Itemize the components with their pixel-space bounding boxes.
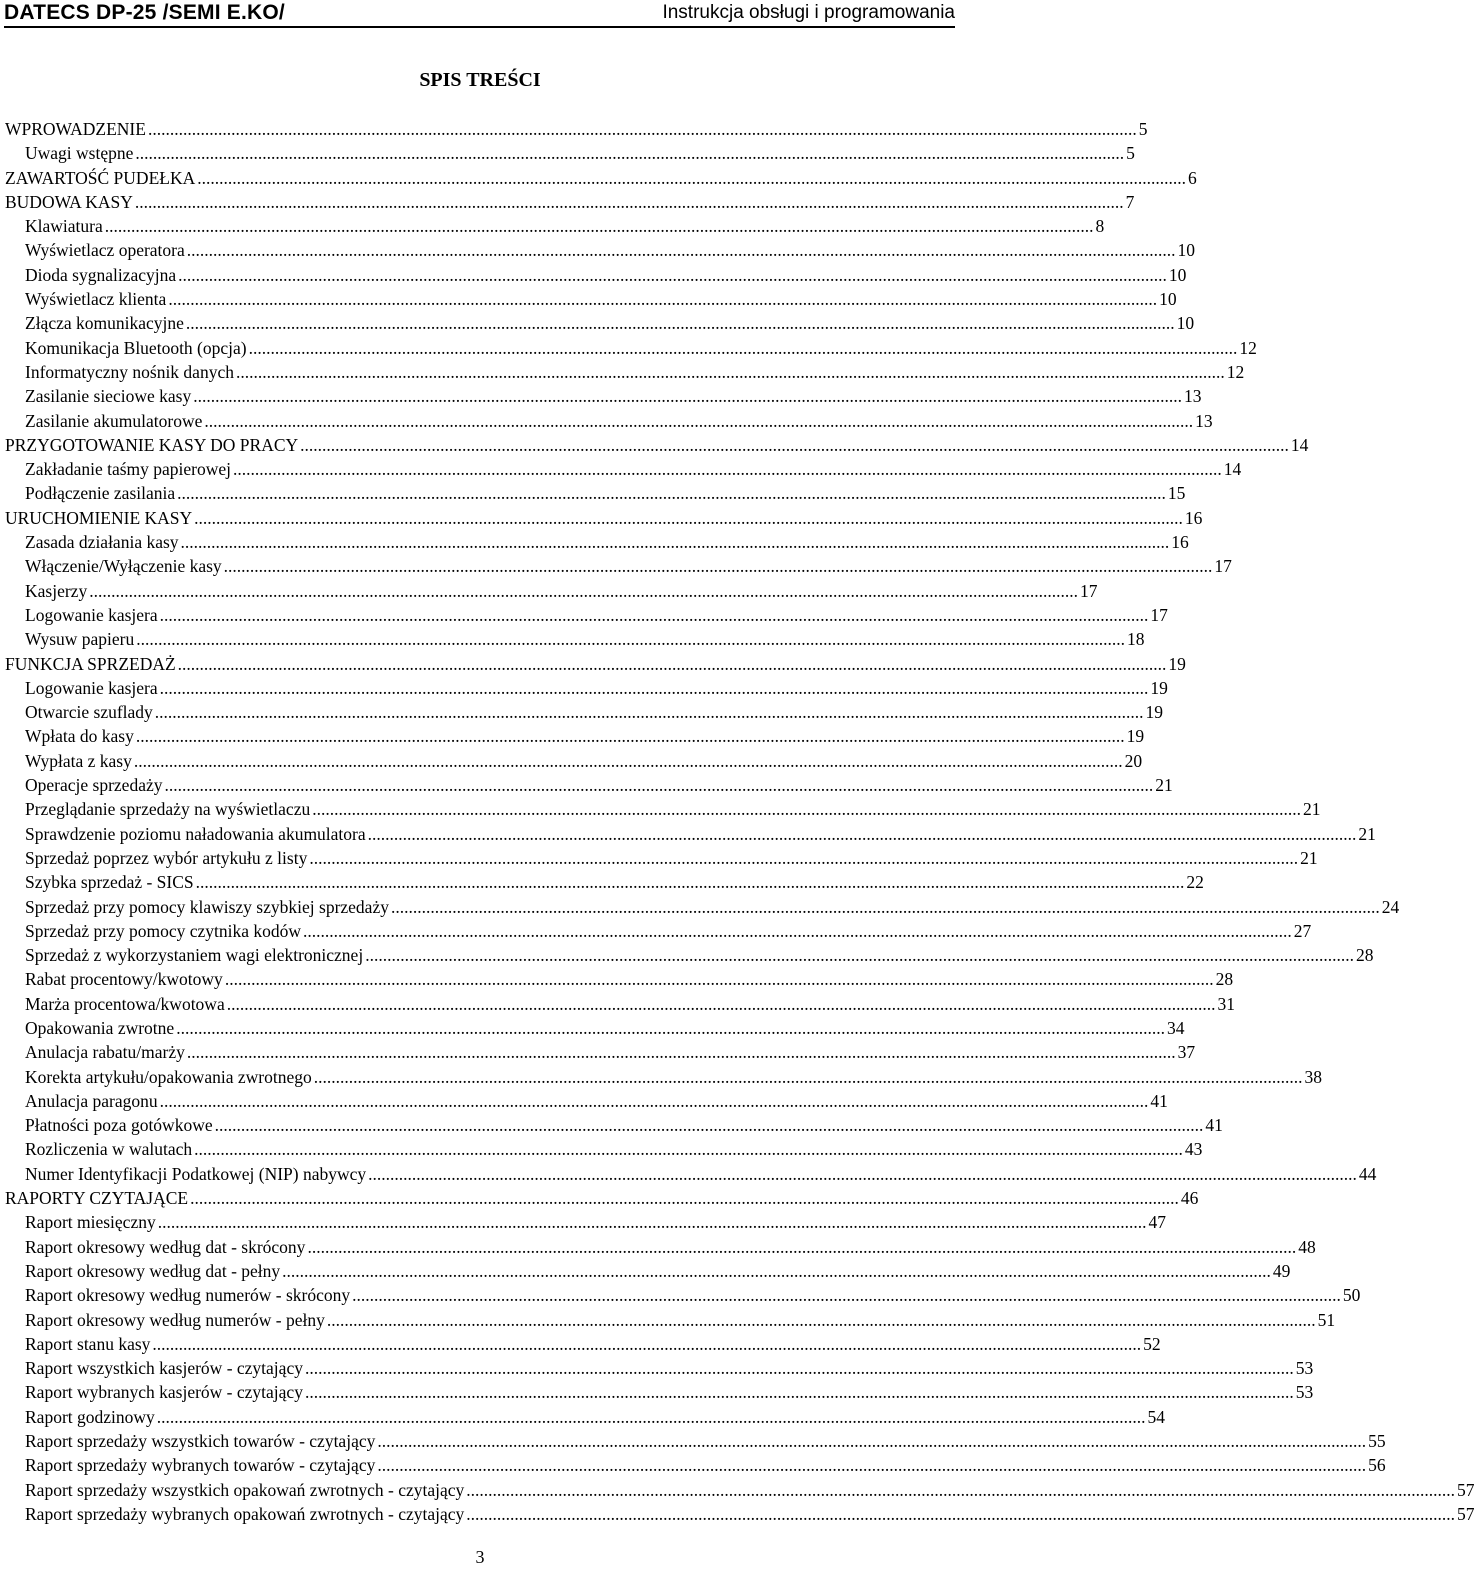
toc-entry-page: 14	[1290, 434, 1309, 455]
toc-entry-title: BUDOWA KASY	[5, 191, 133, 212]
toc-entry-title: Anulacja paragonu	[25, 1090, 158, 1111]
toc-entry-page: 10	[1176, 313, 1195, 334]
toc-dot-leader: ..................................................................................................................................................................................................................................	[197, 167, 1186, 188]
toc-dot-leader: ..................................................................................................................................................................................................................................	[248, 337, 1238, 358]
toc-entry-page: 16	[1184, 507, 1203, 528]
toc-entry[interactable]	[5, 263, 1187, 287]
toc-entry[interactable]	[5, 1429, 1386, 1453]
toc-entry-title: URUCHOMIENIE KASY	[5, 507, 193, 528]
toc-entry-page: 31	[1217, 993, 1235, 1014]
toc-entry[interactable]	[5, 384, 1202, 408]
toc-entry-title: WPROWADZENIE	[5, 119, 146, 139]
toc-entry-title: Raport sprzedaży wybranych towarów - czytający	[25, 1455, 376, 1476]
toc-entry[interactable]	[5, 1332, 1161, 1356]
toc-entry-title: Korekta artykułu/opakowania zwrotnego	[25, 1066, 312, 1087]
toc-entry[interactable]	[5, 1210, 1166, 1234]
toc-entry[interactable]	[5, 846, 1318, 870]
toc-entry-title: Numer Identyfikacji Podatkowej (NIP) nabywcy	[25, 1163, 367, 1184]
toc-dot-leader: ..................................................................................................................................................................................................................................	[157, 1212, 1147, 1233]
toc-dot-leader: ..................................................................................................................................................................................................................................	[147, 119, 1137, 139]
toc-entry[interactable]	[5, 724, 1145, 748]
toc-entry-page: 5	[1126, 143, 1135, 164]
toc-entry-page: 24	[1381, 896, 1400, 917]
toc-entry[interactable]	[5, 870, 1204, 894]
toc-entry[interactable]	[5, 919, 1312, 943]
toc-entry[interactable]	[5, 700, 1164, 724]
toc-entry-page: 37	[1177, 1042, 1196, 1063]
toc-entry-title: Sprzedaż z wykorzystaniem wagi elektronicznej	[25, 945, 364, 966]
toc-entry[interactable]	[5, 311, 1195, 335]
toc-dot-leader: ..................................................................................................................................................................................................................................	[304, 1382, 1294, 1403]
toc-entry[interactable]	[5, 481, 1186, 505]
toc-entry[interactable]	[5, 1065, 1322, 1089]
toc-dot-leader: ..................................................................................................................................................................................................................................	[390, 896, 1380, 917]
toc-entry-title: Rabat procentowy/kwotowy	[25, 969, 223, 990]
page-header	[4, 0, 955, 28]
toc-entry-title: Operacje sprzedaży	[25, 775, 163, 796]
toc-entry-page: 6	[1187, 167, 1197, 188]
toc-entry[interactable]	[5, 336, 1257, 360]
toc-entry-page: 14	[1223, 459, 1242, 480]
toc-entry[interactable]	[5, 117, 1148, 141]
toc-entry[interactable]	[5, 1186, 1199, 1210]
toc-entry-title: Raport sprzedaży wszystkich opakowań zwrotnych - czytający	[25, 1479, 465, 1500]
toc-entry-title: Marża procentowa/kwotowa	[25, 993, 225, 1014]
toc-entry[interactable]	[5, 1405, 1166, 1429]
toc-entry[interactable]	[5, 1162, 1377, 1186]
toc-dot-leader: ..................................................................................................................................................................................................................................	[214, 1115, 1204, 1136]
toc-entry-title: Kasjerzy	[25, 580, 88, 601]
toc-entry-page: 53	[1295, 1382, 1314, 1403]
toc-entry-page: 21	[1302, 799, 1321, 820]
toc-dot-leader: ..................................................................................................................................................................................................................................	[194, 507, 1183, 528]
toc-entry-page: 41	[1205, 1115, 1223, 1136]
toc-entry-title: Logowanie kasjera	[25, 677, 158, 698]
toc-dot-leader: ..................................................................................................................................................................................................................................	[233, 459, 1222, 480]
toc-entry-title: Raport godzinowy	[25, 1406, 155, 1427]
toc-dot-leader: ..................................................................................................................................................................................................................................	[176, 1017, 1165, 1038]
toc-dot-leader: ..................................................................................................................................................................................................................................	[282, 1260, 1271, 1281]
toc-entry-title: Dioda sygnalizacyjna	[25, 264, 177, 285]
toc-entry-title: Sprawdzenie poziomu naładowania akumulatora	[25, 823, 366, 844]
toc-entry[interactable]	[5, 822, 1376, 846]
toc-dot-leader: ..................................................................................................................................................................................................................................	[326, 1309, 1316, 1330]
toc-entry-title: Zasada działania kasy	[25, 532, 179, 553]
toc-dot-leader: ..................................................................................................................................................................................................................................	[177, 483, 1166, 504]
toc-entry-title: Raport okresowy według numerów - pełny	[25, 1309, 325, 1330]
toc-entry-page: 12	[1226, 361, 1245, 382]
toc-entry-page: 53	[1295, 1358, 1314, 1379]
toc-entry[interactable]	[5, 1380, 1314, 1404]
toc-entry-page: 10	[1177, 240, 1196, 261]
toc-entry-page: 12	[1239, 337, 1257, 358]
toc-entry-page: 19	[1150, 677, 1168, 698]
toc-dot-leader: ..................................................................................................................................................................................................................................	[466, 1479, 1456, 1500]
toc-dot-leader: ..................................................................................................................................................................................................................................	[159, 604, 1149, 625]
toc-dot-leader: ..................................................................................................................................................................................................................................	[307, 1236, 1297, 1257]
toc-entry-title: Raport wybranych kasjerów - czytający	[25, 1382, 303, 1403]
toc-entry-page: 21	[1300, 847, 1318, 868]
toc-entry-title: Raport wszystkich kasjerów - czytający	[25, 1358, 303, 1379]
toc-entry[interactable]	[5, 1040, 1196, 1064]
toc-entry[interactable]	[5, 141, 1135, 165]
toc-entry-title: Płatności poza gotówkowe	[25, 1115, 213, 1136]
toc-entry-title: Wyświetlacz operatora	[25, 240, 185, 261]
toc-entry[interactable]	[5, 360, 1245, 384]
toc-entry-title: Raport miesięczny	[25, 1212, 156, 1233]
toc-dot-leader: ..................................................................................................................................................................................................................................	[466, 1503, 1456, 1524]
toc-entry[interactable]	[5, 1235, 1316, 1259]
toc-entry-page: 50	[1342, 1285, 1361, 1306]
toc-entry-title: Szybka sprzedaż - SICS	[25, 872, 194, 893]
toc-dot-leader: ..................................................................................................................................................................................................................................	[135, 726, 1125, 747]
toc-entry-page: 17	[1150, 604, 1168, 625]
toc-entry-page: 56	[1368, 1455, 1386, 1476]
toc-dot-leader: ..................................................................................................................................................................................................................................	[312, 799, 1301, 820]
toc-entry-title: Wysuw papieru	[25, 629, 135, 650]
toc-entry-title: Komunikacja Bluetooth (opcja)	[25, 337, 247, 358]
toc-dot-leader: ..................................................................................................................................................................................................................................	[235, 361, 1225, 382]
toc-entry[interactable]	[5, 1283, 1361, 1307]
toc-dot-leader: ..................................................................................................................................................................................................................................	[177, 653, 1167, 674]
toc-dot-leader: ..................................................................................................................................................................................................................................	[368, 1163, 1357, 1184]
toc-entry-page: 47	[1148, 1212, 1166, 1233]
toc-dot-leader: ..................................................................................................................................................................................................................................	[156, 1406, 1146, 1427]
toc-entry-title: Zasilanie akumulatorowe	[25, 410, 203, 431]
toc-entry-page: 17	[1214, 556, 1232, 577]
toc-entry-page: 15	[1167, 483, 1186, 504]
toc-entry[interactable]	[5, 895, 1400, 919]
toc-entry-title: Raport sprzedaży wszystkich towarów - czytający	[25, 1431, 376, 1452]
toc-dot-leader: ..................................................................................................................................................................................................................................	[178, 264, 1167, 285]
toc-dot-leader: ..................................................................................................................................................................................................................................	[152, 1333, 1142, 1354]
brand-title: DATECS DP-25 /SEMI E.KO/	[4, 1, 285, 24]
toc-dot-leader: ..................................................................................................................................................................................................................................	[193, 386, 1182, 407]
toc-entry-title: Złącza komunikacyjne	[25, 313, 184, 334]
toc-entry-page: 49	[1272, 1260, 1291, 1281]
toc-entry[interactable]	[5, 530, 1189, 554]
toc-dot-leader: ..................................................................................................................................................................................................................................	[194, 1139, 1183, 1160]
toc-entry[interactable]	[5, 1089, 1168, 1113]
toc-entry-page: 22	[1186, 872, 1204, 893]
toc-dot-leader: ..................................................................................................................................................................................................................................	[352, 1285, 1341, 1306]
toc-entry[interactable]	[5, 1453, 1386, 1477]
toc-entry-page: 20	[1124, 750, 1143, 771]
toc-entry-title: Raport okresowy według dat - pełny	[25, 1260, 281, 1281]
toc-entry[interactable]	[5, 773, 1173, 797]
toc-dot-leader: ..................................................................................................................................................................................................................................	[223, 556, 1213, 577]
toc-entry-title: Raport okresowy według dat - skrócony	[25, 1236, 306, 1257]
toc-dot-leader: ..................................................................................................................................................................................................................................	[159, 1090, 1149, 1111]
toc-dot-leader: ..................................................................................................................................................................................................................................	[133, 750, 1123, 771]
toc-entry-page: 19	[1168, 653, 1186, 674]
toc-entry-page: 8	[1095, 216, 1105, 237]
toc-entry-page: 27	[1293, 920, 1312, 941]
toc-dot-leader: ..................................................................................................................................................................................................................................	[154, 702, 1144, 723]
toc-dot-leader: ..................................................................................................................................................................................................................................	[186, 1042, 1176, 1063]
toc-dot-leader: ..................................................................................................................................................................................................................................	[224, 969, 1214, 990]
toc-entry-page: 10	[1159, 289, 1177, 310]
toc-entry-page: 41	[1150, 1090, 1168, 1111]
toc-entry[interactable]	[5, 190, 1135, 214]
toc-entry[interactable]	[5, 579, 1098, 603]
toc-entry[interactable]	[5, 166, 1197, 190]
toc-entry[interactable]	[5, 652, 1186, 676]
toc-dot-leader: ..................................................................................................................................................................................................................................	[365, 945, 1354, 966]
toc-entry[interactable]	[5, 554, 1232, 578]
toc-entry-title: Sprzedaż poprzez wybór artykułu z listy	[25, 847, 308, 868]
toc-dot-leader: ..................................................................................................................................................................................................................................	[104, 216, 1094, 237]
toc-entry-page: 38	[1304, 1066, 1322, 1087]
toc-dot-leader: ..................................................................................................................................................................................................................................	[204, 410, 1194, 431]
toc-entry-page: 19	[1126, 726, 1145, 747]
toc-entry[interactable]	[5, 287, 1177, 311]
toc-entry[interactable]	[5, 1502, 1475, 1526]
toc-entry-page: 10	[1168, 264, 1187, 285]
toc-entry[interactable]	[5, 409, 1213, 433]
toc-entry[interactable]	[5, 992, 1235, 1016]
toc-dot-leader: ..................................................................................................................................................................................................................................	[135, 143, 1125, 164]
toc-entry-title: Raport stanu kasy	[25, 1333, 151, 1354]
toc-entry-title: PRZYGOTOWANIE KASY DO PRACY	[5, 434, 299, 455]
toc-dot-leader: ..................................................................................................................................................................................................................................	[195, 872, 1185, 893]
toc-entry-page: 54	[1147, 1406, 1166, 1427]
toc-entry[interactable]	[5, 1308, 1336, 1332]
toc-entry[interactable]	[5, 457, 1242, 481]
toc-dot-leader: ..................................................................................................................................................................................................................................	[168, 289, 1158, 310]
toc-entry[interactable]	[5, 627, 1145, 651]
toc-entry[interactable]	[5, 797, 1321, 821]
toc-dot-leader: ..................................................................................................................................................................................................................................	[367, 823, 1357, 844]
toc-entry[interactable]	[5, 506, 1203, 530]
toc-dot-leader: ..................................................................................................................................................................................................................................	[377, 1455, 1367, 1476]
toc-entry-title: Opakowania zwrotne	[25, 1017, 175, 1038]
toc-entry[interactable]	[5, 1259, 1291, 1283]
toc-entry-title: Otwarcie szuflady	[25, 702, 153, 723]
toc-entry-page: 5	[1138, 119, 1148, 139]
toc-entry-title: Uwagi wstępne	[25, 143, 134, 164]
toc-entry-title: Wypłata z kasy	[25, 750, 132, 771]
toc-dot-leader: ..................................................................................................................................................................................................................................	[309, 847, 1299, 868]
toc-entry-title: Wpłata do kasy	[25, 726, 134, 747]
toc-entry-page: 21	[1358, 823, 1376, 844]
toc-entry-page: 43	[1184, 1139, 1203, 1160]
toc-entry-page: 16	[1171, 532, 1189, 553]
toc-entry-page: 55	[1368, 1431, 1386, 1452]
toc-entry-page: 13	[1183, 386, 1202, 407]
toc-entry[interactable]	[5, 603, 1168, 627]
toc-entry[interactable]	[5, 967, 1234, 991]
toc-dot-leader: ..................................................................................................................................................................................................................................	[186, 240, 1176, 261]
toc-entry-page: 17	[1079, 580, 1098, 601]
toc-entry-title: Raport sprzedaży wybranych opakowań zwrotnych - czytający	[25, 1503, 465, 1524]
toc-dot-leader: ..................................................................................................................................................................................................................................	[303, 920, 1292, 941]
toc-entry-title: Raport okresowy według numerów - skrócony	[25, 1285, 351, 1306]
toc-entry-title: Rozliczenia w walutach	[25, 1139, 193, 1160]
toc-entry[interactable]	[5, 238, 1196, 262]
toc-entry-page: 21	[1155, 775, 1173, 796]
toc-entry-page: 57	[1457, 1503, 1475, 1524]
toc-dot-leader: ..................................................................................................................................................................................................................................	[185, 313, 1175, 334]
toc-entry[interactable]	[5, 749, 1143, 773]
toc-dot-leader: ..................................................................................................................................................................................................................................	[180, 532, 1170, 553]
toc-entry-title: Sprzedaż przy pomocy czytnika kodów	[25, 920, 302, 941]
toc-entry-page: 28	[1215, 969, 1234, 990]
toc-entry-title: Włączenie/Wyłączenie kasy	[25, 556, 222, 577]
toc-dot-leader: ..................................................................................................................................................................................................................................	[159, 677, 1149, 698]
table-of-contents	[5, 117, 1475, 1526]
toc-entry-title: FUNKCJA SPRZEDAŻ	[5, 653, 176, 674]
toc-entry-title: Logowanie kasjera	[25, 604, 158, 625]
toc-entry-title: Przeglądanie sprzedaży na wyświetlaczu	[25, 799, 311, 820]
toc-entry[interactable]	[5, 943, 1374, 967]
toc-heading: SPIS TREŚCI	[419, 69, 541, 91]
toc-entry-page: 52	[1143, 1333, 1161, 1354]
toc-dot-leader: ..................................................................................................................................................................................................................................	[377, 1431, 1367, 1452]
page-number: 3	[475, 1547, 485, 1567]
toc-entry-page: 57	[1457, 1479, 1475, 1500]
document-title: Instrukcja obsługi i programowania	[662, 2, 955, 23]
toc-dot-leader: ..................................................................................................................................................................................................................................	[226, 993, 1216, 1014]
toc-entry-title: Klawiatura	[25, 216, 103, 237]
toc-entry-title: Zasilanie sieciowe kasy	[25, 386, 192, 407]
toc-entry-page: 19	[1145, 702, 1164, 723]
toc-entry-page: 48	[1298, 1236, 1316, 1257]
toc-dot-leader: ..................................................................................................................................................................................................................................	[89, 580, 1078, 601]
toc-entry-title: Podłączenie zasilania	[25, 483, 176, 504]
toc-dot-leader: ..................................................................................................................................................................................................................................	[313, 1066, 1303, 1087]
toc-entry[interactable]	[5, 433, 1309, 457]
toc-entry[interactable]	[5, 214, 1105, 238]
toc-entry[interactable]	[5, 1113, 1223, 1137]
toc-dot-leader: ..................................................................................................................................................................................................................................	[164, 775, 1154, 796]
toc-dot-leader: ..................................................................................................................................................................................................................................	[304, 1358, 1294, 1379]
toc-entry-page: 18	[1127, 629, 1145, 650]
toc-entry-title: Informatyczny nośnik danych	[25, 361, 234, 382]
toc-entry-page: 34	[1166, 1017, 1185, 1038]
toc-entry-page: 7	[1125, 191, 1135, 212]
toc-entry[interactable]	[5, 1016, 1185, 1040]
toc-dot-leader: ..................................................................................................................................................................................................................................	[190, 1188, 1179, 1209]
toc-entry-page: 51	[1317, 1309, 1336, 1330]
toc-entry-page: 13	[1195, 410, 1213, 431]
toc-entry-page: 28	[1355, 945, 1374, 966]
toc-dot-leader: ..................................................................................................................................................................................................................................	[134, 191, 1124, 212]
toc-entry-title: RAPORTY CZYTAJĄCE	[5, 1188, 189, 1209]
toc-entry[interactable]	[5, 1356, 1314, 1380]
toc-entry[interactable]	[5, 676, 1168, 700]
toc-entry-title: ZAWARTOŚĆ PUDEŁKA	[5, 167, 196, 188]
toc-entry-page: 44	[1358, 1163, 1377, 1184]
toc-entry[interactable]	[5, 1478, 1475, 1502]
toc-entry[interactable]	[5, 1137, 1203, 1161]
toc-entry-title: Wyświetlacz klienta	[25, 289, 167, 310]
toc-entry-title: Sprzedaż przy pomocy klawiszy szybkiej sprzedaży	[25, 896, 389, 917]
toc-dot-leader: ..................................................................................................................................................................................................................................	[300, 434, 1289, 455]
toc-dot-leader: ..................................................................................................................................................................................................................................	[136, 629, 1126, 650]
toc-entry-title: Anulacja rabatu/marży	[25, 1042, 185, 1063]
toc-entry-page: 46	[1180, 1188, 1199, 1209]
toc-entry-title: Zakładanie taśmy papierowej	[25, 459, 232, 480]
